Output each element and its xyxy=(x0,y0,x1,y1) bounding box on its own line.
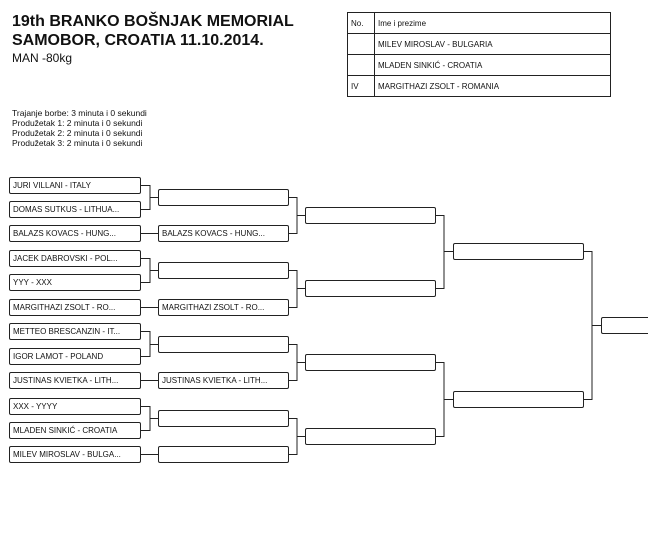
bracket-slot-round2 xyxy=(158,446,289,463)
bracket-slot-round3 xyxy=(305,354,436,371)
results-name: MARGITHAZI ZSOLT - ROMANIA xyxy=(375,76,611,97)
results-place: IV xyxy=(348,76,375,97)
bracket-slot-round2 xyxy=(158,262,289,279)
bracket-slot-round1: BALAZS KOVACS - HUNG... xyxy=(9,225,141,242)
duration-line: Produžetak 3: 2 minuta i 0 sekundi xyxy=(12,138,143,148)
bracket-slot-round2: JUSTINAS KVIETKA - LITH... xyxy=(158,372,289,389)
bracket-slot-round3 xyxy=(305,280,436,297)
bracket-slot-round1: METTEO BRESCANZIN - IT... xyxy=(9,323,141,340)
bracket-slot-round1: JURI VILLANI - ITALY xyxy=(9,177,141,194)
bracket-slot-round2 xyxy=(158,189,289,206)
bracket-slot-round4 xyxy=(453,391,584,408)
weight-category: MAN -80kg xyxy=(12,51,73,65)
results-header-no: No. xyxy=(348,13,375,34)
tournament-location-date: SAMOBOR, CROATIA 11.10.2014. xyxy=(12,32,264,49)
bracket-slot-round1: DOMAS SUTKUS - LITHUA... xyxy=(9,201,141,218)
results-name: MILEV MIROSLAV - BULGARIA xyxy=(375,34,611,55)
bracket-slot-final xyxy=(601,317,648,334)
bracket-slot-round1: XXX - YYYY xyxy=(9,398,141,415)
bracket-slot-round1: MARGITHAZI ZSOLT - RO... xyxy=(9,299,141,316)
bracket-slot-round2: MARGITHAZI ZSOLT - RO... xyxy=(158,299,289,316)
bracket-slot-round1: JUSTINAS KVIETKA - LITH... xyxy=(9,372,141,389)
bracket-slot-round2 xyxy=(158,410,289,427)
bracket-slot-round3 xyxy=(305,207,436,224)
bracket-slot-round2 xyxy=(158,336,289,353)
duration-line: Produžetak 2: 2 minuta i 0 sekundi xyxy=(12,128,143,138)
bracket-slot-round1: IGOR LAMOT - POLAND xyxy=(9,348,141,365)
bracket-slot-round1: MLADEN SINKIĆ - CROATIA xyxy=(9,422,141,439)
tournament-title: 19th BRANKO BOŠNJAK MEMORIAL xyxy=(12,13,294,30)
bracket-slot-round3 xyxy=(305,428,436,445)
results-header-name: Ime i prezime xyxy=(375,13,611,34)
duration-line: Produžetak 1: 2 minuta i 0 sekundi xyxy=(12,118,143,128)
bracket-slot-round1: MILEV MIROSLAV - BULGA... xyxy=(9,446,141,463)
results-name: MLADEN SINKIĆ - CROATIA xyxy=(375,55,611,76)
duration-line: Trajanje borbe: 3 minuta i 0 sekundi xyxy=(12,108,147,118)
bracket-slot-round1: YYY - XXX xyxy=(9,274,141,291)
bracket-slot-round1: JACEK DABROVSKI - POL... xyxy=(9,250,141,267)
bracket-slot-round4 xyxy=(453,243,584,260)
bracket-slot-round2: BALAZS KOVACS - HUNG... xyxy=(158,225,289,242)
